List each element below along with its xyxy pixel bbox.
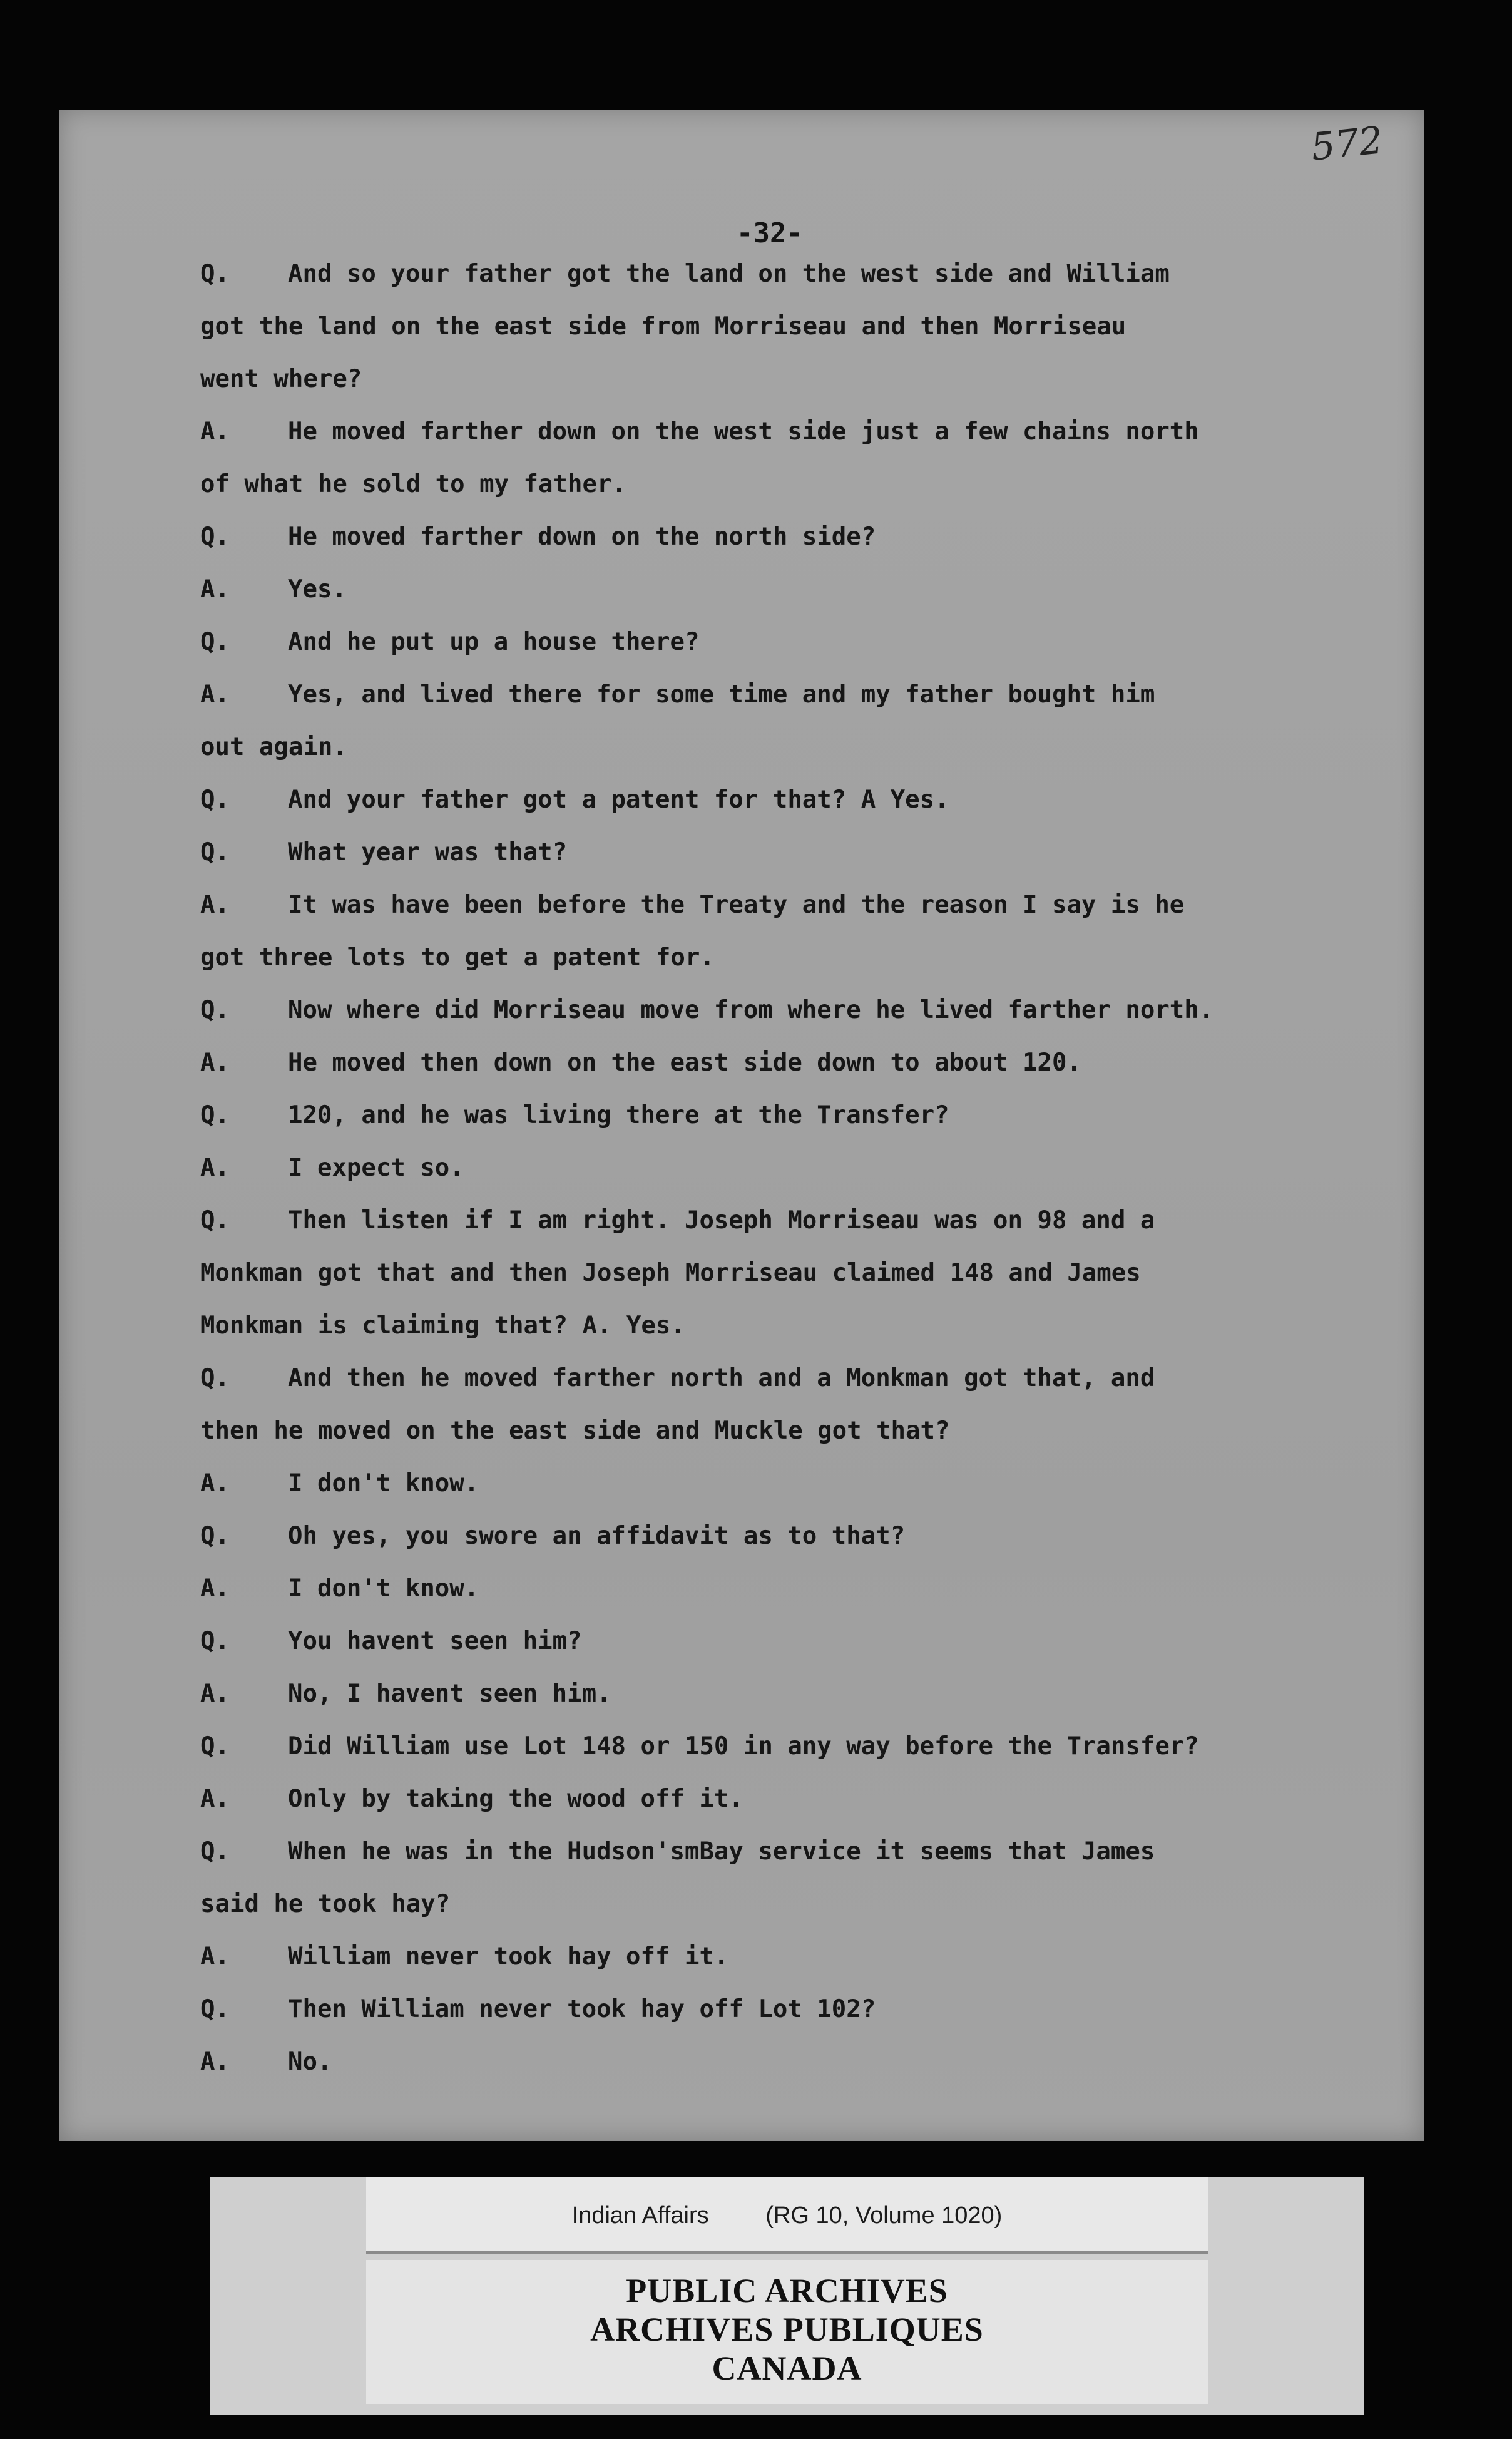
transcript-text: He moved then down on the east side down to about 120. <box>288 1049 1081 1077</box>
transcript-text: went where? <box>200 365 362 393</box>
speaker-marker: Q. <box>200 1995 230 2023</box>
transcript-line <box>200 575 347 603</box>
transcript-entry <box>200 418 1427 523</box>
transcript-entry <box>200 523 1427 575</box>
transcript-text: No. <box>288 2048 332 2076</box>
transcript-text: He moved farther down on the west side just a few chains north <box>288 418 1199 446</box>
transcript-line <box>200 1890 450 1918</box>
speaker-marker: A. <box>200 891 230 919</box>
transcript-line <box>200 1785 743 1813</box>
transcript-text: of what he sold to my father. <box>200 470 626 498</box>
transcript-entry <box>200 1154 1427 1206</box>
transcript-line <box>200 312 1126 341</box>
transcript-text: Monkman got that and then Joseph Morriseau claimed 148 and James <box>200 1259 1141 1287</box>
transcript-text: And your father got a patent for that? A Yes. <box>288 786 949 814</box>
transcript-line <box>200 1364 1155 1392</box>
transcript-line <box>200 470 626 498</box>
transcript-entry <box>200 1049 1427 1101</box>
speaker-marker: Q. <box>200 786 230 814</box>
transcript-line <box>200 1312 685 1340</box>
transcript-line <box>200 838 567 866</box>
speaker-marker: A. <box>200 2048 230 2076</box>
transcript-entry <box>200 1995 1427 2048</box>
transcript-text: It was have been before the Treaty and the reason I say is he <box>288 891 1185 919</box>
speaker-marker: Q. <box>200 996 230 1024</box>
transcript-line <box>200 1206 1155 1235</box>
transcript-text: Then William never took hay off Lot 102? <box>288 1995 876 2023</box>
transcript-text: What year was that? <box>288 838 568 866</box>
transcript-line <box>200 1469 479 1497</box>
transcript-entry <box>200 680 1427 786</box>
transcript-entry <box>200 838 1427 891</box>
transcript-entry <box>200 1574 1427 1627</box>
transcript-line <box>200 1417 949 1445</box>
transcript-body <box>200 260 1427 2076</box>
transcript-text: Oh yes, you swore an affidavit as to that? <box>288 1522 906 1550</box>
transcript-text: got the land on the east side from Morriseau and then Morriseau <box>200 312 1126 341</box>
folio-number: 572 <box>1309 118 1385 170</box>
transcript-text: Did William use Lot 148 or 150 in any way before the Transfer? <box>288 1732 1199 1760</box>
transcript-text: I don't know. <box>288 1574 479 1603</box>
speaker-marker: Q. <box>200 628 230 656</box>
transcript-line <box>200 786 949 814</box>
speaker-marker: A. <box>200 418 230 446</box>
transcript-entry <box>200 1785 1427 1837</box>
transcript-entry <box>200 1364 1427 1469</box>
transcript-entry <box>200 1627 1427 1680</box>
archive-reference-row <box>366 2202 1208 2229</box>
speaker-marker: Q. <box>200 1837 230 1866</box>
speaker-marker: Q. <box>200 1732 230 1760</box>
transcript-text: 120, and he was living there at the Transfer? <box>288 1101 949 1129</box>
transcript-text: Yes. <box>288 575 347 603</box>
page-number: -32- <box>737 217 803 249</box>
transcript-entry <box>200 1206 1427 1364</box>
transcript-line <box>200 1049 1081 1077</box>
speaker-marker: Q. <box>200 1364 230 1392</box>
transcript-text: William never took hay off it. <box>288 1943 729 1971</box>
speaker-marker: A. <box>200 1574 230 1603</box>
transcript-entry <box>200 1101 1427 1154</box>
archives-stamp <box>366 2260 1208 2404</box>
transcript-text: I expect so. <box>288 1154 464 1182</box>
transcript-line <box>200 1522 905 1550</box>
transcript-line <box>200 1574 479 1603</box>
speaker-marker: Q. <box>200 1206 230 1235</box>
transcript-entry <box>200 891 1427 996</box>
speaker-marker: A. <box>200 1943 230 1971</box>
transcript-line <box>200 1101 949 1129</box>
transcript-text: Yes, and lived there for some time and my father bought him <box>288 680 1155 709</box>
archives-line-english: PUBLIC ARCHIVES <box>626 2272 948 2309</box>
transcript-line <box>200 418 1199 446</box>
transcript-line <box>200 891 1184 919</box>
transcript-entry <box>200 1680 1427 1732</box>
document-page <box>59 110 1424 2141</box>
transcript-line <box>200 680 1155 709</box>
transcript-line <box>200 2048 332 2076</box>
transcript-line <box>200 1837 1155 1866</box>
transcript-entry <box>200 2048 1427 2100</box>
speaker-marker: A. <box>200 575 230 603</box>
transcript-text: got three lots to get a patent for. <box>200 943 715 972</box>
transcript-line <box>200 628 699 656</box>
transcript-text: Monkman is claiming that? A. Yes. <box>200 1312 685 1340</box>
transcript-line <box>200 943 715 972</box>
archive-reference-strip <box>366 2177 1208 2254</box>
transcript-entry <box>200 1732 1427 1785</box>
transcript-line <box>200 523 876 551</box>
transcript-text: Now where did Morriseau move from where he lived farther north. <box>288 996 1214 1024</box>
speaker-marker: A. <box>200 1680 230 1708</box>
transcript-text: And he put up a house there? <box>288 628 700 656</box>
transcript-line <box>200 1732 1199 1760</box>
transcript-text: then he moved on the east side and Muckle got that? <box>200 1417 950 1445</box>
transcript-line <box>200 996 1213 1024</box>
speaker-marker: Q. <box>200 523 230 551</box>
transcript-line <box>200 1154 464 1182</box>
transcript-line <box>200 1259 1141 1287</box>
transcript-entry <box>200 1469 1427 1522</box>
transcript-text: And then he moved farther north and a Monkman got that, and <box>288 1364 1155 1392</box>
speaker-marker: Q. <box>200 260 230 288</box>
speaker-marker: Q. <box>200 1522 230 1550</box>
transcript-entry <box>200 996 1427 1049</box>
transcript-text: And so your father got the land on the west side and William <box>288 260 1170 288</box>
transcript-text: I don't know. <box>288 1469 479 1497</box>
speaker-marker: Q. <box>200 1101 230 1129</box>
transcript-text: When he was in the Hudson'smBay service it seems that James <box>288 1837 1155 1866</box>
transcript-text: Only by taking the wood off it. <box>288 1785 743 1813</box>
transcript-line <box>200 260 1170 288</box>
speaker-marker: A. <box>200 1154 230 1182</box>
transcript-entry <box>200 1943 1427 1995</box>
transcript-text: out again. <box>200 733 347 761</box>
transcript-text: You havent seen him? <box>288 1627 582 1655</box>
transcript-entry <box>200 575 1427 628</box>
transcript-line <box>200 1680 611 1708</box>
transcript-entry <box>200 1837 1427 1943</box>
speaker-marker: A. <box>200 680 230 709</box>
transcript-text: He moved farther down on the north side? <box>288 523 876 551</box>
transcript-text: Then listen if I am right. Joseph Morriseau was on 98 and a <box>288 1206 1155 1235</box>
archive-label-card <box>210 2177 1364 2415</box>
speaker-marker: A. <box>200 1785 230 1813</box>
volume-reference: (RG 10, Volume 1020) <box>765 2202 1003 2229</box>
department-name: Indian Affairs <box>571 2202 709 2229</box>
transcript-line <box>200 733 347 761</box>
transcript-line <box>200 365 362 393</box>
transcript-entry <box>200 1522 1427 1574</box>
transcript-text: No, I havent seen him. <box>288 1680 611 1708</box>
transcript-line <box>200 1627 582 1655</box>
transcript-text: said he took hay? <box>200 1890 451 1918</box>
archives-line-french: ARCHIVES PUBLIQUES <box>590 2311 984 2348</box>
transcript-line <box>200 1995 876 2023</box>
transcript-entry <box>200 786 1427 838</box>
speaker-marker: A. <box>200 1469 230 1497</box>
speaker-marker: Q. <box>200 838 230 866</box>
transcript-entry <box>200 260 1427 418</box>
archives-line-country: CANADA <box>712 2349 862 2387</box>
transcript-entry <box>200 628 1427 680</box>
transcript-line <box>200 1943 728 1971</box>
speaker-marker: A. <box>200 1049 230 1077</box>
speaker-marker: Q. <box>200 1627 230 1655</box>
